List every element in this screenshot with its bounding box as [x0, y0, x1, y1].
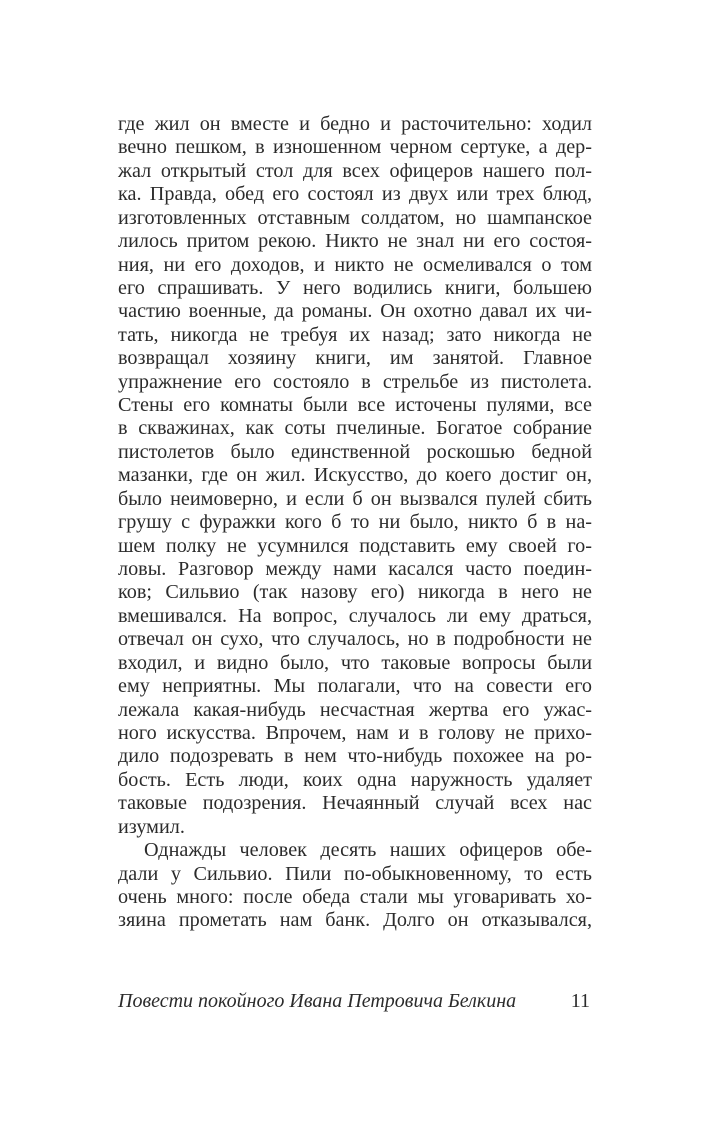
- text-line: мазанки, где он жил. Искусство, до коего достиг он,: [118, 464, 592, 487]
- text-line: где жил он вместе и бедно и расточительно: ходил: [118, 113, 592, 135]
- paragraph-end-line: изумил.: [118, 815, 185, 838]
- page-footer: [118, 990, 592, 1016]
- text-line: в скважинах, как соты пчелиные. Богатое собрание: [118, 417, 592, 440]
- text-line: дило подозревать в нем что-нибудь похожее на ро-: [118, 745, 592, 768]
- text-line: лежала какая-нибудь несчастная жертва его ужас-: [118, 698, 592, 721]
- text-line: лилось притом рекою. Никто не знал ни его состоя-: [118, 230, 592, 253]
- text-line: ния, ни его доходов, и никто не осмеливался о том: [118, 253, 592, 276]
- text-line: таковые подозрения. Нечаянный случай всех нас: [118, 792, 592, 815]
- text-line: шем полку не усумнился подставить ему своей го-: [118, 534, 592, 557]
- text-line: входил, и видно было, что таковые вопросы были: [118, 651, 592, 674]
- text-line: Стены его комнаты были все источены пулями, все: [118, 394, 592, 417]
- text-line: вмешивался. На вопрос, случалось ли ему драться,: [118, 604, 592, 627]
- text-line: ему неприятны. Мы полагали, что на совести его: [118, 675, 592, 698]
- text-line: ка. Правда, обед его состоял из двух или трех блюд,: [118, 183, 592, 206]
- text-line: изготовленных отставным солдатом, но шампанское: [118, 206, 592, 229]
- text-line: было неимоверно, и если б он вызвался пулей сбить: [118, 487, 592, 510]
- text-line: жал открытый стол для всех офицеров нашего пол-: [118, 159, 592, 182]
- text-line: частию военные, да романы. Он охотно давал их чи-: [118, 300, 592, 323]
- text-line: зяина прометать нам банк. Долго он отказывался,: [118, 909, 592, 932]
- page-number: 11: [570, 990, 590, 1012]
- text-line: ного искусства. Впрочем, нам и в голову не прихо-: [118, 721, 592, 744]
- text-line: упражнение его состояло в стрельбе из пистолета.: [118, 370, 592, 393]
- running-title: Повести покойного Ивана Петровича Белкина: [118, 990, 517, 1012]
- text-line: дали у Сильвио. Пили по-обыкновенному, то есть: [118, 862, 592, 885]
- text-line: бость. Есть люди, коих одна наружность удаляет: [118, 768, 592, 791]
- text-line: ков; Сильвио (так назову его) никогда в него не: [118, 581, 592, 604]
- text-line: пистолетов было единственной роскошью бедной: [118, 440, 592, 463]
- text-line: его спрашивать. У него водились книги, большею: [118, 276, 592, 299]
- text-line: отвечал он сухо, что случалось, но в подробности не: [118, 628, 592, 651]
- text-line: тать, никогда не требуя их назад; зато никогда не: [118, 323, 592, 346]
- text-line: ловы. Разговор между нами касался часто поедин-: [118, 558, 592, 581]
- text-line: вечно пешком, в изношенном черном сертуке, а дер-: [118, 136, 592, 159]
- text-line: возвращал хозяину книги, им занятой. Главное: [118, 347, 592, 370]
- body-text: [118, 113, 592, 933]
- text-line: грушу с фуражки кого б то ни было, никто б в на-: [118, 511, 592, 534]
- text-line: очень много: после обеда стали мы уговаривать хо-: [118, 885, 592, 908]
- paragraph-start-line: Однажды человек десять наших офицеров обе-: [144, 839, 592, 862]
